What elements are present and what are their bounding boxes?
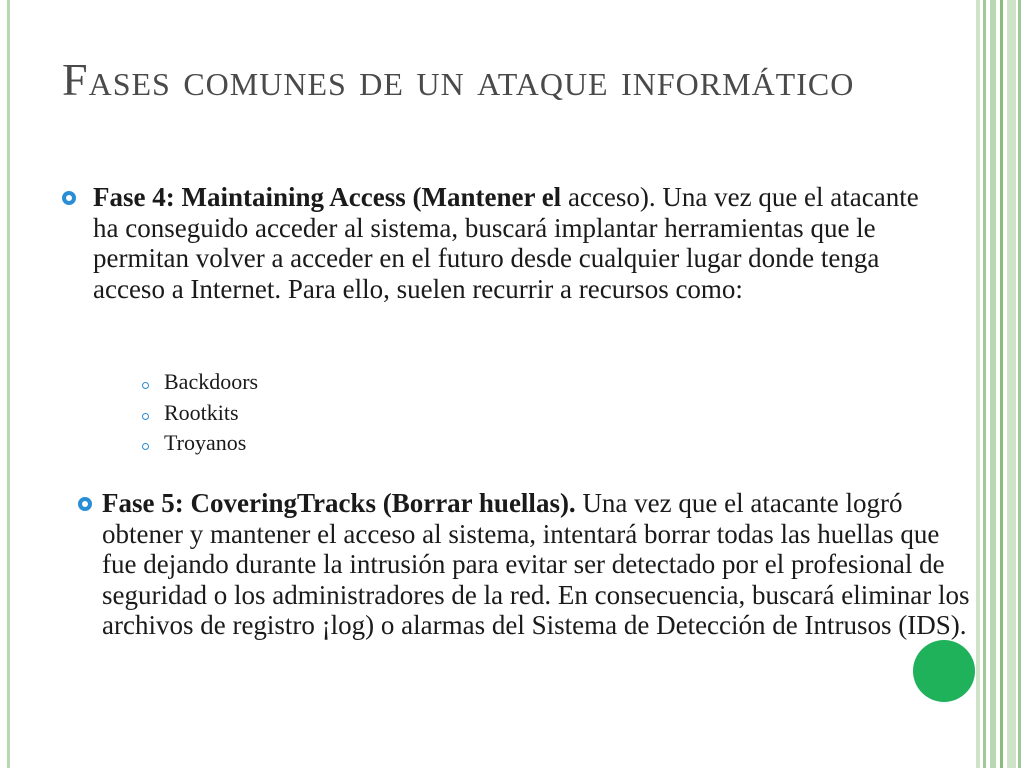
sub-item-label: Rootkits <box>164 399 239 425</box>
bullet-item-phase-4 <box>62 182 942 304</box>
bullet-icon <box>62 191 76 205</box>
sub-bullet-list <box>142 370 258 462</box>
sub-list-item <box>142 431 258 462</box>
bullet-heading: Fase 4: Maintaining Access (Mantener el <box>93 182 562 212</box>
bullet-text <box>102 488 978 641</box>
stripe <box>1000 0 1003 768</box>
bullet-body: acceso). Una vez que el atacante ha conseguido acceder al sistema, buscará implantar herramientas que le permitan volver a acceder en el futuro desde cualquier lugar donde tenga acceso a Internet. Para ello, suelen recurrir a recursos como: <box>93 182 919 304</box>
bullet-icon <box>78 497 92 511</box>
circle-bullet-icon <box>142 382 149 389</box>
stripe <box>1007 0 1016 768</box>
stripe <box>983 0 986 768</box>
stripe <box>976 0 980 768</box>
sub-list-item <box>142 401 258 432</box>
sub-item-label: Troyanos <box>164 430 247 455</box>
sub-item-label: Backdoors <box>164 369 259 394</box>
circle-bullet-icon <box>142 413 149 420</box>
circle-bullet-icon <box>142 443 149 450</box>
bullet-heading: Fase 5: CoveringTracks (Borrar huellas). <box>102 488 576 518</box>
green-circle-decoration <box>913 640 975 702</box>
bullet-item-phase-5 <box>78 488 978 641</box>
stripe <box>1018 0 1021 768</box>
slide-title: Fases comunes de un ataque informático <box>62 54 855 105</box>
right-decorative-stripes <box>976 0 1024 768</box>
bullet-text <box>93 182 942 304</box>
stripe <box>990 0 996 768</box>
left-decorative-line <box>7 0 10 768</box>
bullet-body: Una vez que el atacante logró obtener y mantener el acceso al sistema, intentará borrar todas las huellas que fue dejando durante la intrusión para evitar ser detectado por el profesional de seguridad o los administradores de la red. En consecuencia, buscará eliminar los archivos de registro ¡log) o alarmas del Sistema de Detección de Intrusos (IDS). <box>102 488 970 640</box>
sub-list-item <box>142 370 258 401</box>
